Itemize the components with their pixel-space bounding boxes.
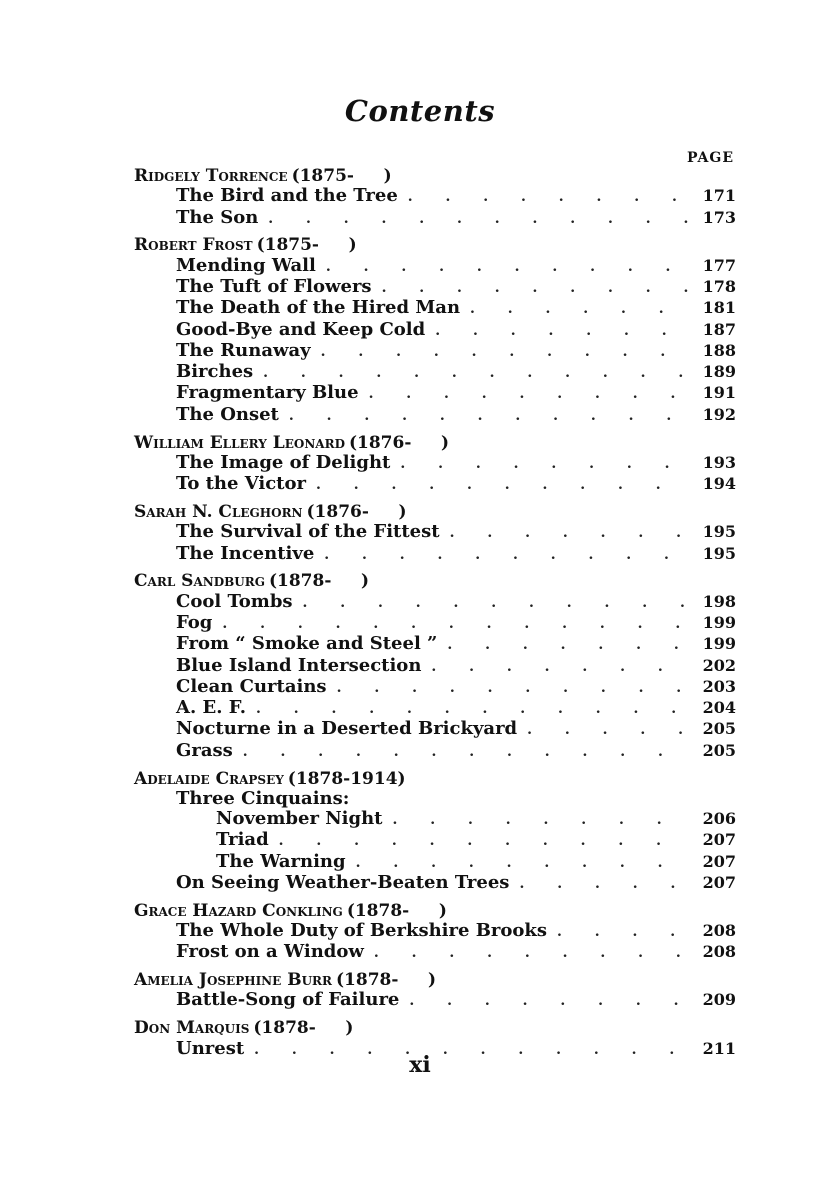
toc-entry <box>134 453 736 474</box>
toc-entry <box>134 544 736 565</box>
entry-page-number: 198 <box>702 591 736 611</box>
entry-title: The Death of the Hired Man <box>176 297 461 319</box>
entry-title: The Image of Delight <box>176 451 391 473</box>
entry-page-number: 204 <box>702 698 736 718</box>
author-dates: (1878- ) <box>336 970 437 991</box>
dot-leader <box>470 299 694 319</box>
author-dates: (1878- ) <box>346 900 447 921</box>
entry-page-number: 187 <box>702 319 736 339</box>
entry-page-number: 188 <box>702 340 736 360</box>
entry-page-number: 207 <box>702 851 736 871</box>
dot-leader <box>400 454 694 474</box>
toc-entry <box>134 852 736 873</box>
entry-page-number: 206 <box>702 809 736 829</box>
dot-leader <box>337 678 694 698</box>
dot-leader <box>435 321 694 341</box>
entry-page-number: 207 <box>702 873 736 892</box>
author-dates: (1878- ) <box>253 1018 354 1039</box>
author-dates: (1878-1914) <box>287 768 406 789</box>
toc-entry <box>134 362 736 383</box>
toc-section <box>134 502 736 565</box>
dot-leader <box>519 874 694 894</box>
entry-title: Cool Tombs <box>176 590 293 612</box>
toc-entry <box>134 990 736 1011</box>
toc-entry <box>134 942 736 963</box>
toc-entry <box>134 383 736 404</box>
dot-leader <box>321 342 694 362</box>
entry-title: To the Victor <box>176 473 306 495</box>
author-heading <box>134 970 736 990</box>
dot-leader <box>326 257 694 277</box>
toc-entry <box>134 809 736 830</box>
author-dates: (1878- ) <box>268 571 370 592</box>
entry-page-number: 202 <box>702 655 736 675</box>
entry-title: The Bird and the Tree <box>176 185 398 207</box>
page-title: Contents <box>344 94 496 128</box>
toc-section <box>134 901 736 964</box>
author-heading <box>134 571 736 591</box>
author-name: Sarah N. Cleghorn <box>134 501 303 522</box>
author-name: William Ellery Leonard <box>134 432 345 453</box>
author-name: Carl Sandburg <box>134 571 265 592</box>
author-name: Don Marquis <box>134 1018 250 1039</box>
author-heading <box>134 166 736 186</box>
toc-entry <box>134 256 736 277</box>
dot-leader <box>382 278 694 298</box>
author-heading <box>134 235 736 255</box>
toc-section <box>134 235 736 426</box>
dot-leader <box>408 187 694 207</box>
author-name: Ridgely Torrence <box>134 166 288 186</box>
entry-title: Nocturne in a Deserted Brickyard <box>176 718 518 740</box>
entry-page-number: 181 <box>702 298 736 318</box>
entry-page-number: 193 <box>702 452 736 472</box>
entry-title: Battle-Song of Failure <box>176 989 400 1011</box>
toc-entry <box>134 719 736 740</box>
entry-page-number: 191 <box>702 383 736 403</box>
toc-section <box>134 769 736 895</box>
entry-page-number: 171 <box>702 186 736 206</box>
entry-title: On Seeing Weather-Beaten Trees <box>176 872 510 893</box>
toc-entry <box>134 474 736 495</box>
entry-page-number: 205 <box>702 740 736 760</box>
entry-title: Birches <box>176 361 254 383</box>
dot-leader <box>392 810 694 830</box>
entry-page-number: 208 <box>702 942 736 962</box>
entry-page-number: 195 <box>702 522 736 542</box>
dot-leader <box>447 635 694 655</box>
entry-title: The Runaway <box>176 339 311 361</box>
author-heading <box>134 502 736 522</box>
entry-title: Three Cinquains: <box>176 787 350 809</box>
toc-section <box>134 571 736 762</box>
entry-title: The Survival of the Fittest <box>176 521 440 543</box>
author-heading <box>134 901 736 921</box>
toc-entry <box>134 208 736 229</box>
entry-title: The Son <box>176 206 259 228</box>
entry-page-number: 195 <box>702 543 736 563</box>
entry-page-number: 203 <box>702 676 736 696</box>
entry-page-number: 178 <box>702 276 736 296</box>
dot-leader <box>303 593 694 613</box>
entry-title: The Incentive <box>176 542 315 564</box>
dot-leader <box>557 922 694 942</box>
dot-leader <box>374 943 694 963</box>
entry-title: Blue Island Intersection <box>176 654 422 676</box>
entry-page-number: 211 <box>702 1038 736 1058</box>
entry-title: Frost on a Window <box>176 941 364 963</box>
author-dates: (1875- ) <box>256 235 357 256</box>
toc-entry <box>134 789 736 809</box>
toc-entry <box>134 522 736 543</box>
dot-leader <box>316 475 694 495</box>
toc-section <box>134 970 736 1012</box>
entry-title: The Onset <box>176 403 279 425</box>
entry-title: A. E. F. <box>176 697 246 719</box>
author-dates: (1876- ) <box>348 432 450 453</box>
toc-entry <box>134 830 736 851</box>
author-heading <box>134 769 736 789</box>
entry-title: Clean Curtains <box>176 675 327 697</box>
author-dates: (1875- ) <box>291 166 392 186</box>
dot-leader <box>431 657 694 677</box>
entry-page-number: 177 <box>702 255 736 275</box>
entry-page-number: 173 <box>702 207 736 227</box>
entry-title: Unrest <box>176 1037 245 1059</box>
dot-leader <box>527 720 694 740</box>
toc-entry <box>134 921 736 942</box>
entry-page-number: 192 <box>702 404 736 424</box>
toc-entry <box>134 341 736 362</box>
toc-entry <box>134 613 736 634</box>
toc-entry <box>134 298 736 319</box>
entry-page-number: 189 <box>702 362 736 382</box>
dot-leader <box>256 699 694 719</box>
entry-page-number: 209 <box>702 990 736 1010</box>
entry-title: Good-Bye and Keep Cold <box>176 318 426 340</box>
author-name: Adelaide Crapsey <box>134 768 284 789</box>
dot-leader <box>279 831 694 851</box>
entry-title: November Night <box>216 808 383 830</box>
author-name: Amelia Josephine Burr <box>134 970 332 991</box>
dot-leader <box>356 853 694 873</box>
entry-title: From “ Smoke and Steel ” <box>176 633 438 655</box>
author-name: Grace Hazard Conkling <box>134 900 343 921</box>
toc-entry <box>134 698 736 719</box>
dot-leader <box>369 384 694 404</box>
entry-page-number: 207 <box>702 830 736 850</box>
dot-leader <box>324 545 694 565</box>
page-folio: xi <box>409 1052 431 1078</box>
entry-title: The Tuft of Flowers <box>176 275 372 297</box>
author-heading <box>134 1018 736 1038</box>
toc-entry <box>134 677 736 698</box>
dot-leader <box>450 523 694 543</box>
toc-entry <box>134 320 736 341</box>
toc-entry <box>134 277 736 298</box>
toc-entry <box>134 592 736 613</box>
toc-section <box>134 433 736 496</box>
entry-title: Triad <box>216 829 269 851</box>
toc-entry <box>134 741 736 762</box>
entry-title: The Warning <box>216 850 346 872</box>
entry-title: Fog <box>176 611 213 633</box>
dot-leader <box>289 406 694 426</box>
page-column-label: PAGE <box>687 150 734 166</box>
dot-leader <box>243 742 694 762</box>
entry-page-number: 208 <box>702 921 736 941</box>
toc-section <box>134 166 736 229</box>
toc-entry <box>134 405 736 426</box>
dot-leader <box>263 363 694 383</box>
author-name: Robert Frost <box>134 235 253 256</box>
toc-entry <box>134 634 736 655</box>
table-of-contents <box>134 166 736 1066</box>
dot-leader <box>268 209 694 229</box>
dot-leader <box>409 991 694 1011</box>
entry-title: Fragmentary Blue <box>176 382 359 404</box>
entry-title: The Whole Duty of Berkshire Brooks <box>176 920 548 942</box>
entry-title: Mending Wall <box>176 254 316 276</box>
dot-leader <box>222 614 694 634</box>
entry-page-number: 199 <box>702 634 736 654</box>
entry-title: Grass <box>176 739 233 761</box>
toc-entry <box>134 873 736 894</box>
entry-page-number: 194 <box>702 474 736 494</box>
entry-page-number: 199 <box>702 612 736 632</box>
author-heading <box>134 433 736 453</box>
toc-entry <box>134 656 736 677</box>
toc-entry <box>134 186 736 207</box>
entry-page-number: 205 <box>702 719 736 739</box>
author-dates: (1876- ) <box>306 501 407 522</box>
